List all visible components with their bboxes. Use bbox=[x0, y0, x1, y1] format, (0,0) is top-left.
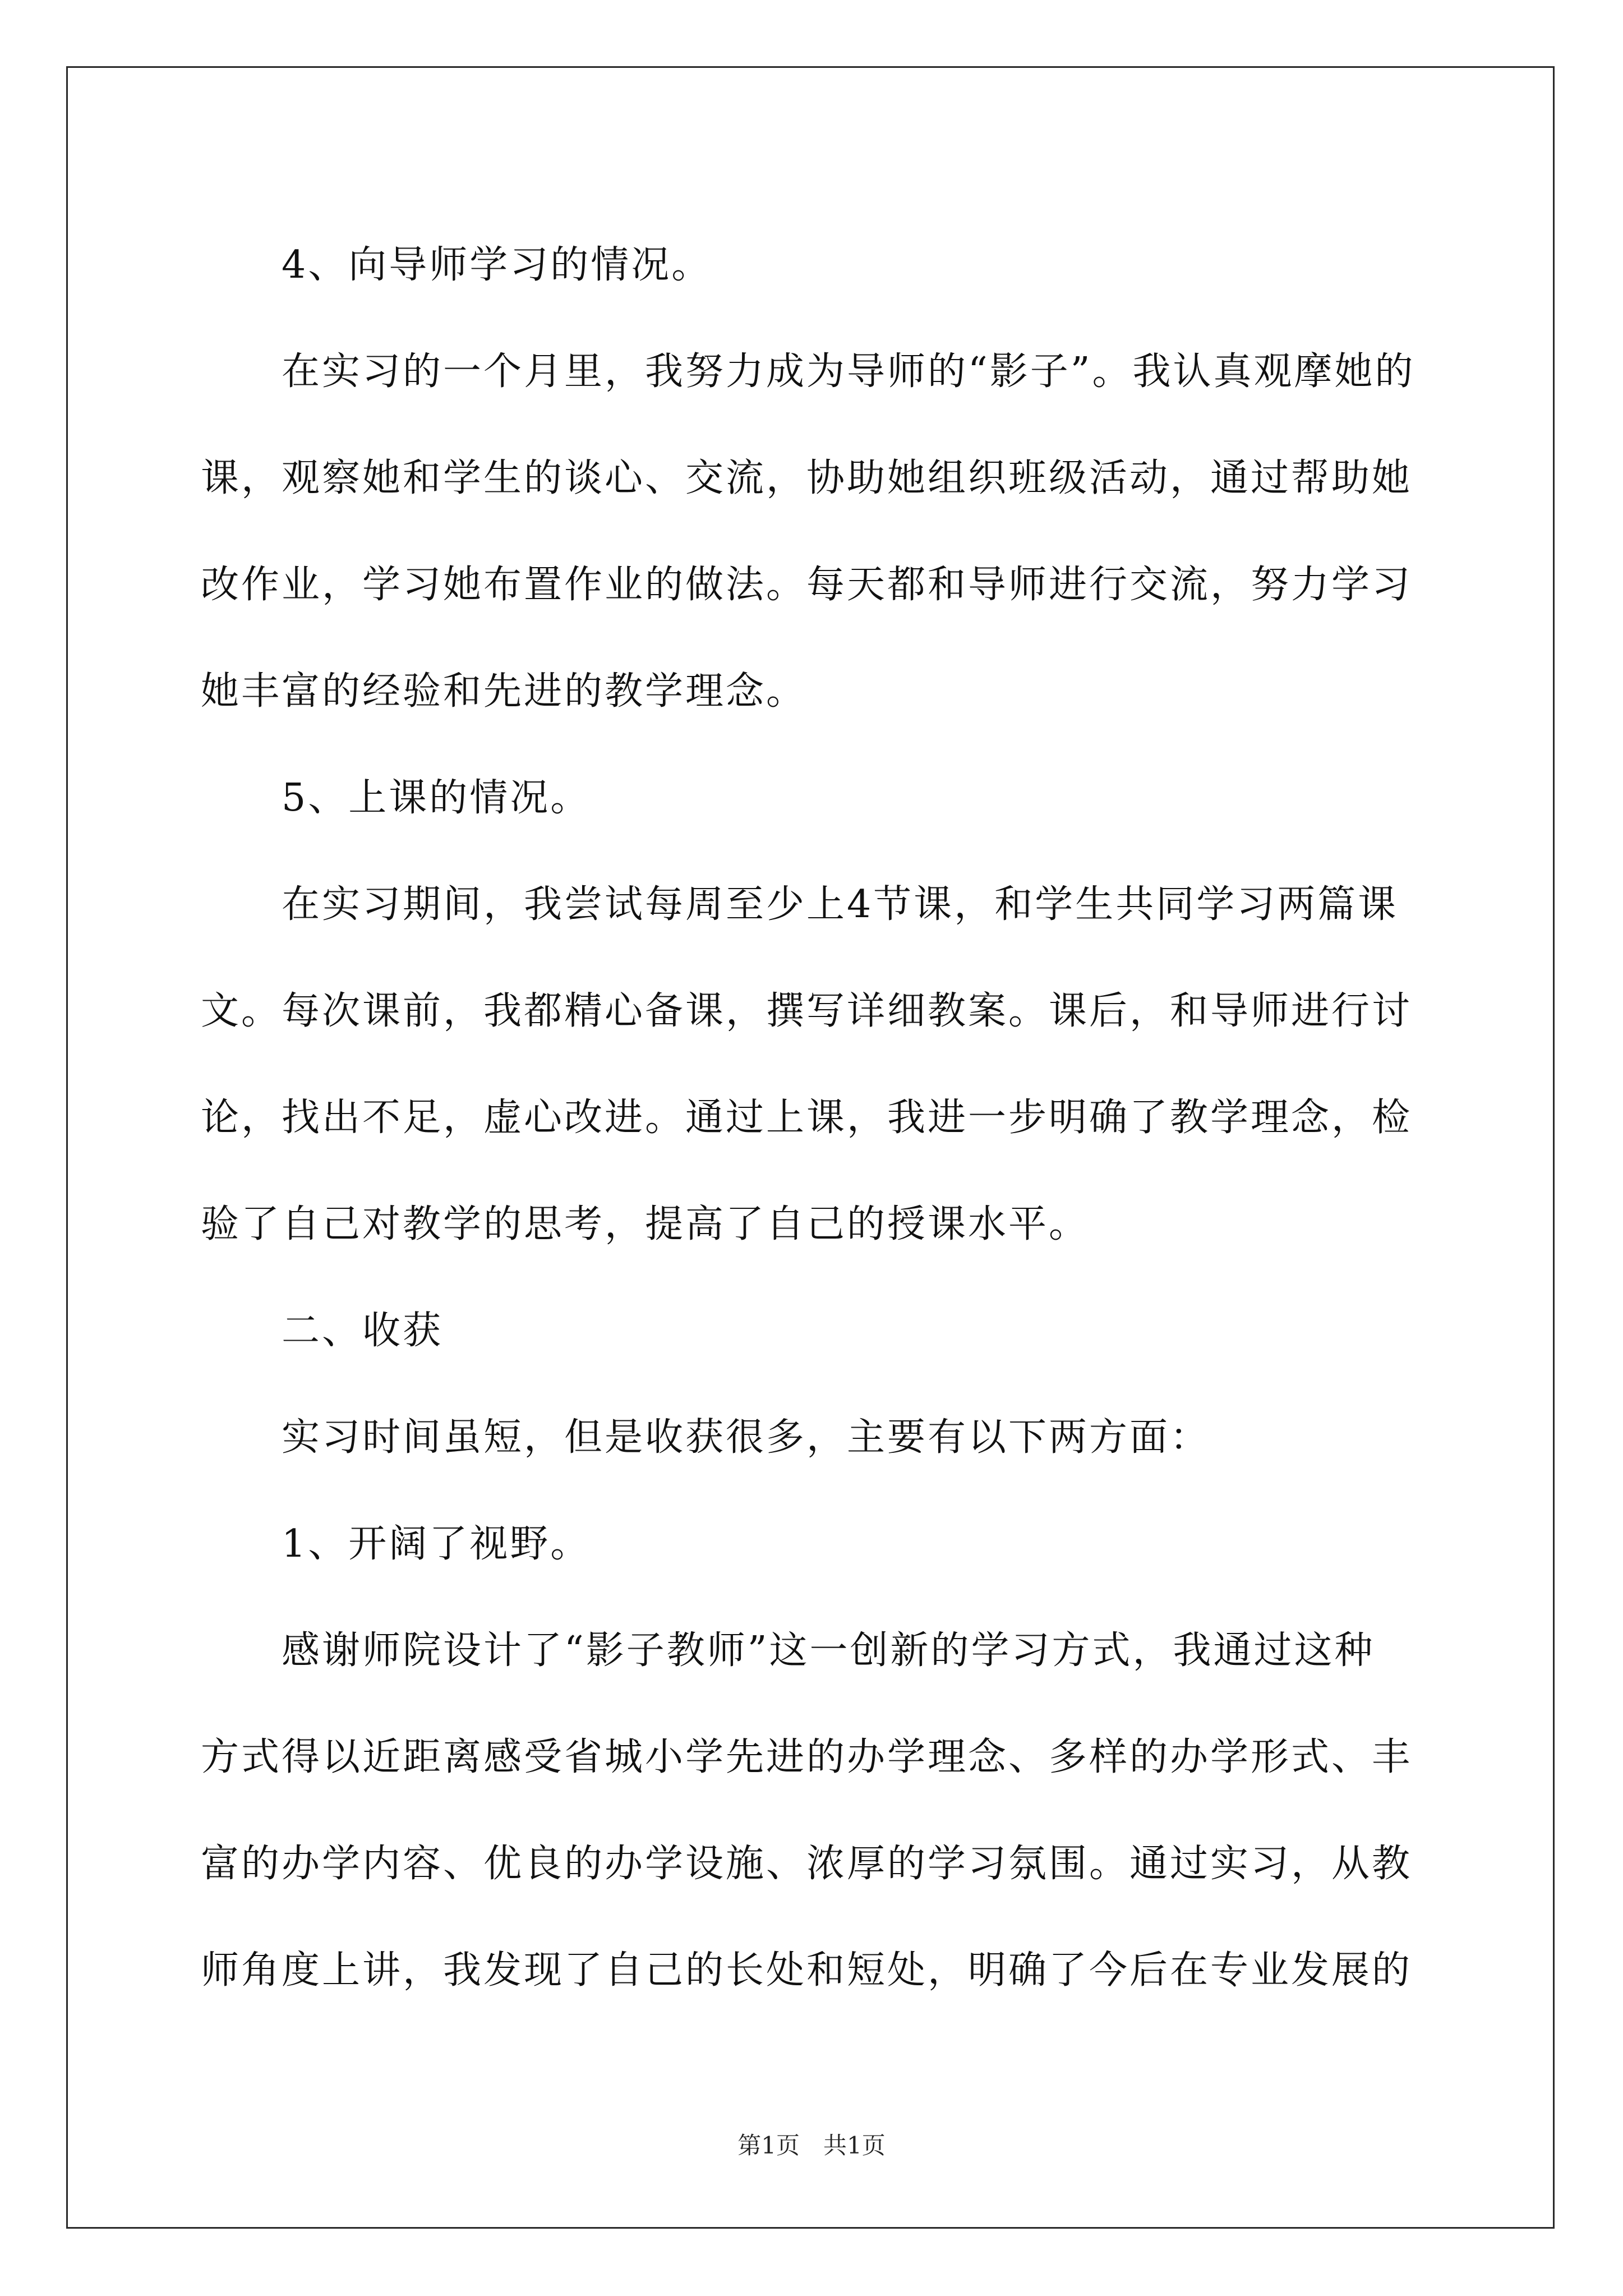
text-line: 文。每次课前，我都精心备课，撰写详细教案。课后，和导师进行讨 bbox=[201, 989, 1413, 1033]
text-line: 实习时间虽短，但是收获很多，主要有以下两方面： bbox=[201, 1415, 1211, 1460]
text-line: 课，观察她和学生的谈心、交流，协助她组织班级活动，通过帮助她 bbox=[201, 456, 1413, 500]
text-line: 二、收获 bbox=[201, 1309, 444, 1353]
text-line: 感谢师院设计了“影子教师”这一创新的学习方式，我通过这种 bbox=[201, 1628, 1375, 1673]
text-line: 5、上课的情况。 bbox=[201, 776, 591, 820]
text-line: 论，找出不足，虚心改进。通过上课，我进一步明确了教学理念，检 bbox=[201, 1096, 1413, 1140]
text-line: 验了自己对教学的思考，提高了自己的授课水平。 bbox=[201, 1202, 1090, 1246]
text-line: 在实习期间，我尝试每周至少上4节课，和学生共同学习两篇课 bbox=[201, 882, 1399, 927]
text-line: 在实习的一个月里，我努力成为导师的“影子”。我认真观摩她的 bbox=[201, 349, 1415, 394]
document-body bbox=[201, 212, 1423, 2024]
page-footer: 第1页 共1页 bbox=[737, 2132, 886, 2159]
text-line: 师角度上讲，我发现了自己的长处和短处，明确了今后在专业发展的 bbox=[201, 1948, 1413, 1993]
text-line: 方式得以近距离感受省城小学先进的办学理念、多样的办学形式、丰 bbox=[201, 1735, 1413, 1779]
text-line: 富的办学内容、优良的办学设施、浓厚的学习氛围。通过实习，从教 bbox=[201, 1842, 1413, 1886]
text-line: 1、开阔了视野。 bbox=[201, 1522, 591, 1566]
text-line: 她丰富的经验和先进的教学理念。 bbox=[201, 669, 807, 714]
text-line: 改作业，学习她布置作业的做法。每天都和导师进行交流，努力学习 bbox=[201, 563, 1413, 607]
text-line: 4、向导师学习的情况。 bbox=[201, 243, 712, 287]
